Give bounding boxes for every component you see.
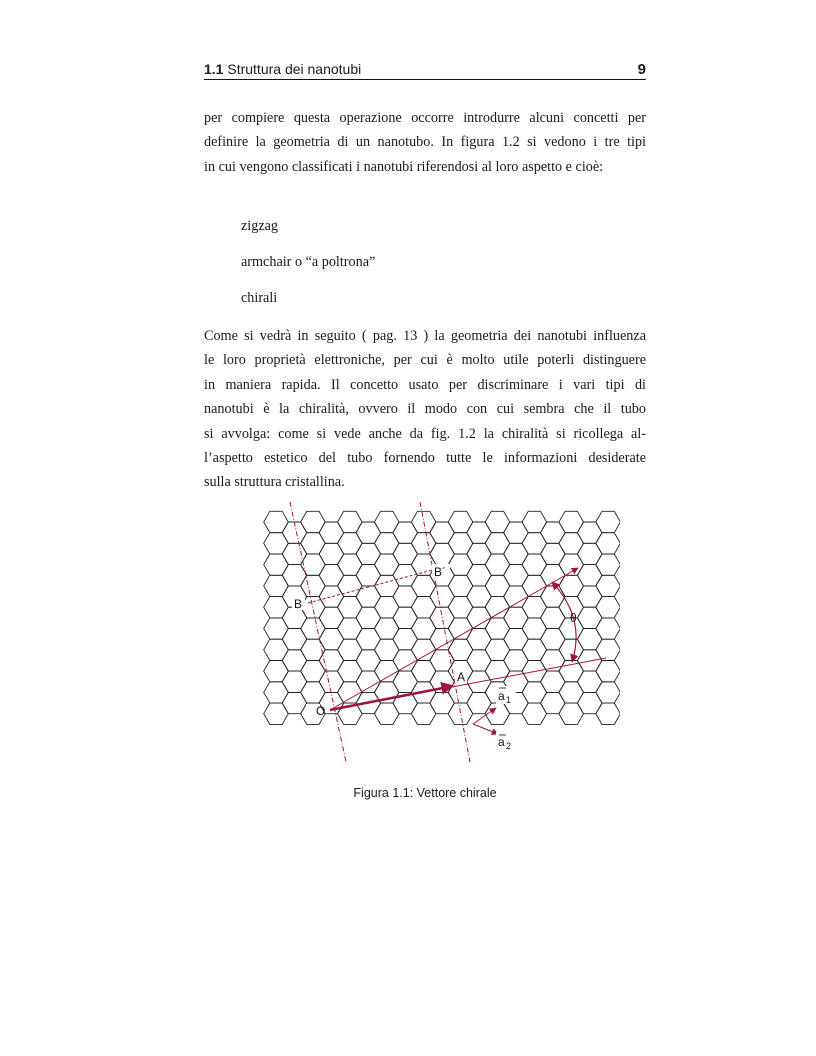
section-title: Struttura dei nanotubi bbox=[227, 61, 362, 77]
hexagon-cell bbox=[264, 639, 289, 660]
label-b-prime: B´ bbox=[434, 565, 446, 579]
hexagon-cell bbox=[448, 533, 473, 554]
hexagon-cell bbox=[577, 522, 602, 543]
hexagon-cell bbox=[485, 511, 510, 532]
hexagon-cell bbox=[374, 533, 399, 554]
hexagon-cell bbox=[448, 511, 473, 532]
hexagon-cell bbox=[411, 575, 436, 596]
hexagon-cell bbox=[504, 650, 529, 671]
hexagon-cell bbox=[393, 565, 418, 586]
hexagon-cell bbox=[559, 661, 584, 682]
hexagon-cell bbox=[319, 522, 344, 543]
hexagon-cell bbox=[319, 586, 344, 607]
hexagon-cell bbox=[467, 565, 492, 586]
hexagon-cell bbox=[577, 650, 602, 671]
text-line: definire la geometria di un nanotubo. In figura 1.2 si vedono i tre tipi bbox=[204, 134, 646, 151]
hexagon-cell bbox=[559, 533, 584, 554]
list-item: armchair o “a poltrona” bbox=[241, 254, 376, 270]
text-line: nanotubi è la chiralità, ovvero il modo con cui sembra che il tubo bbox=[204, 401, 646, 418]
section-number: 1.1 bbox=[204, 61, 224, 77]
hexagon-cell bbox=[596, 618, 620, 639]
hexagon-cell bbox=[374, 639, 399, 660]
figure-labels bbox=[292, 564, 577, 752]
hexagon-cell bbox=[282, 629, 307, 650]
hexagon-cell bbox=[356, 671, 381, 692]
chiral-vector-figure bbox=[250, 498, 620, 768]
text-line: l’aspetto estetico del tubo fornendo tutte le informazioni desiderate bbox=[204, 450, 646, 467]
hexagon-cell bbox=[374, 554, 399, 575]
label-a2: a bbox=[498, 735, 505, 749]
hexagon-cell bbox=[430, 543, 455, 564]
list-item: chirali bbox=[241, 290, 278, 306]
text-line: Come si vedrà in seguito ( pag. 13 ) la geometria dei nanotubi influenza bbox=[204, 328, 646, 344]
hexagon-cell bbox=[374, 661, 399, 682]
hexagon-cell bbox=[264, 554, 289, 575]
hexagon-cell bbox=[319, 543, 344, 564]
label-a1: a bbox=[498, 689, 505, 703]
hexagon-cell bbox=[541, 629, 566, 650]
body-paragraph bbox=[204, 324, 646, 495]
list-item: zigzag bbox=[241, 218, 279, 234]
hexagon-cell bbox=[448, 554, 473, 575]
hexagon-cell bbox=[338, 511, 363, 532]
hexagon-cell bbox=[430, 586, 455, 607]
hexagon-cell bbox=[282, 671, 307, 692]
hexagon-cell bbox=[522, 639, 547, 660]
hexagon-cell bbox=[264, 682, 289, 703]
hexagon-cell bbox=[559, 511, 584, 532]
hexagon-cell bbox=[374, 511, 399, 532]
hexagon-cell bbox=[301, 533, 326, 554]
hexagon-cell bbox=[596, 554, 620, 575]
hexagon-cell bbox=[264, 703, 289, 724]
hexagon-cell bbox=[430, 692, 455, 713]
label-theta: θ bbox=[570, 611, 577, 625]
dashed-line-left bbox=[290, 502, 346, 762]
hexagon-cell bbox=[448, 575, 473, 596]
hexagon-cell bbox=[338, 575, 363, 596]
hexagon-cell bbox=[282, 692, 307, 713]
hexagon-cell bbox=[282, 565, 307, 586]
hexagon-cell bbox=[559, 682, 584, 703]
hexagon-cell bbox=[264, 511, 289, 532]
hexagon-cell bbox=[596, 639, 620, 660]
hexagon-cell bbox=[559, 703, 584, 724]
hexagon-cell bbox=[411, 639, 436, 660]
hexagon-cell bbox=[338, 661, 363, 682]
hexagon-cell bbox=[301, 618, 326, 639]
hexagon-cell bbox=[411, 618, 436, 639]
hexagon-cell bbox=[338, 639, 363, 660]
hexagon-cell bbox=[448, 597, 473, 618]
hexagon-cell bbox=[577, 692, 602, 713]
hexagon-cell bbox=[393, 650, 418, 671]
hexagon-cell bbox=[596, 703, 620, 724]
hexagon-cell bbox=[356, 586, 381, 607]
hexagon-cell bbox=[319, 629, 344, 650]
hexagon-cell bbox=[319, 565, 344, 586]
hexagon-cell bbox=[577, 565, 602, 586]
hexagon-cell bbox=[448, 703, 473, 724]
hexagon-cell bbox=[467, 629, 492, 650]
hexagon-cell bbox=[559, 639, 584, 660]
hexagon-cell bbox=[356, 565, 381, 586]
hexagon-cell bbox=[467, 692, 492, 713]
hexagon-cell bbox=[504, 607, 529, 628]
hexagon-cell bbox=[393, 607, 418, 628]
hexagon-cell bbox=[485, 554, 510, 575]
text-line: le loro proprietà elettroniche, per cui è molto utile poterli distinguere bbox=[204, 352, 646, 369]
hexagon-cell bbox=[411, 533, 436, 554]
hexagon-cell bbox=[411, 703, 436, 724]
hexagon-cell bbox=[541, 586, 566, 607]
hexagon-cell bbox=[338, 682, 363, 703]
hexagon-cell bbox=[264, 661, 289, 682]
hexagon-cell bbox=[559, 575, 584, 596]
text-line: sulla struttura cristallina. bbox=[204, 474, 345, 491]
hexagon-cell bbox=[338, 533, 363, 554]
hexagon-cell bbox=[596, 575, 620, 596]
hexagon-cell bbox=[393, 671, 418, 692]
hexagon-cell bbox=[264, 575, 289, 596]
hexagon-cell bbox=[596, 682, 620, 703]
hexagon-cell bbox=[596, 511, 620, 532]
hexagon-cell bbox=[467, 607, 492, 628]
running-header bbox=[204, 61, 646, 79]
hexagon-cell bbox=[541, 607, 566, 628]
hexagon-cell bbox=[504, 629, 529, 650]
hexagon-cell bbox=[467, 586, 492, 607]
hexagon-cell bbox=[504, 543, 529, 564]
hexagon-cell bbox=[356, 522, 381, 543]
hexagon-cell bbox=[356, 607, 381, 628]
hexagon-cell bbox=[467, 522, 492, 543]
figure-caption: Figura 1.1: Vettore chirale bbox=[353, 786, 497, 800]
hexagon-cell bbox=[393, 522, 418, 543]
hexagon-cell bbox=[504, 565, 529, 586]
hexagon-cell bbox=[577, 671, 602, 692]
hexagon-cell bbox=[504, 522, 529, 543]
hexagon-cell bbox=[485, 703, 510, 724]
hexagon-cell bbox=[264, 597, 289, 618]
hexagon-cell bbox=[596, 597, 620, 618]
hexagon-cell bbox=[301, 511, 326, 532]
hexagon-cell bbox=[393, 629, 418, 650]
nanotube-type-list bbox=[241, 214, 541, 322]
hexagon-cell bbox=[577, 629, 602, 650]
unit-vector-a2 bbox=[473, 724, 498, 734]
label-origin: O bbox=[316, 704, 326, 718]
hexagon-cell bbox=[522, 618, 547, 639]
hexagon-cell bbox=[541, 692, 566, 713]
hexagon-cell bbox=[356, 629, 381, 650]
hexagon-cell bbox=[577, 586, 602, 607]
chiral-vector-oa bbox=[330, 686, 453, 710]
hexagon-cell bbox=[264, 533, 289, 554]
hexagon-cell bbox=[374, 618, 399, 639]
hexagon-cell bbox=[356, 650, 381, 671]
hexagon-cell bbox=[282, 650, 307, 671]
hexagon-cell bbox=[319, 607, 344, 628]
label-a2-subscript: 2 bbox=[506, 741, 512, 751]
hexagon-cell bbox=[541, 522, 566, 543]
hexagon-cell bbox=[301, 682, 326, 703]
hexagon-cell bbox=[338, 554, 363, 575]
hexagon-cell bbox=[467, 650, 492, 671]
hexagon-cell bbox=[374, 703, 399, 724]
hexagon-cell bbox=[393, 586, 418, 607]
hexagon-cell bbox=[301, 575, 326, 596]
hexagon-cell bbox=[522, 554, 547, 575]
hexagon-cell bbox=[374, 597, 399, 618]
hexagon-cell bbox=[522, 533, 547, 554]
hexagon-cell bbox=[485, 533, 510, 554]
hexagon-cell bbox=[522, 597, 547, 618]
hexagon-cell bbox=[301, 554, 326, 575]
hexagon-cell bbox=[596, 661, 620, 682]
hexagon-cell bbox=[485, 618, 510, 639]
hexagon-cell bbox=[411, 661, 436, 682]
hexagon-cell bbox=[430, 522, 455, 543]
hexagon-cell bbox=[541, 543, 566, 564]
text-line: in cui vengono classificati i nanotubi riferendosi al loro aspetto e cioè: bbox=[204, 158, 604, 175]
hexagon-cell bbox=[485, 639, 510, 660]
hexagon-cell bbox=[338, 618, 363, 639]
hexagon-cell bbox=[264, 618, 289, 639]
label-b: B bbox=[294, 597, 303, 611]
hexagon-cell bbox=[467, 543, 492, 564]
hexagon-cell bbox=[596, 533, 620, 554]
hexagon-cell bbox=[522, 703, 547, 724]
hexagon-cell bbox=[541, 671, 566, 692]
vector-overlay bbox=[290, 502, 606, 762]
hexagon-cell bbox=[319, 671, 344, 692]
hexagon-cell bbox=[577, 543, 602, 564]
hexagon-cell bbox=[356, 543, 381, 564]
text-line: in maniera rapida. Il concetto usato per discriminare i vari tipi di bbox=[204, 376, 646, 393]
hexagon-cell bbox=[411, 597, 436, 618]
header-rule bbox=[204, 79, 646, 80]
dashed-line-right bbox=[420, 502, 470, 762]
hexagon-cell bbox=[430, 629, 455, 650]
hexagon-cell bbox=[577, 607, 602, 628]
hexagon-cell bbox=[374, 575, 399, 596]
hexagon-cell bbox=[448, 618, 473, 639]
page-number: 9 bbox=[637, 61, 646, 78]
text-line: si avvolga: come si vede anche da fig. 1.2 la chiralità si ricollega al- bbox=[204, 425, 646, 442]
hexagon-cell bbox=[393, 543, 418, 564]
chiral-vector-diagram bbox=[250, 498, 620, 768]
unit-vector-a1 bbox=[473, 708, 496, 724]
hexagon-cell bbox=[485, 575, 510, 596]
hexagon-cell bbox=[301, 661, 326, 682]
hexagon-cell bbox=[338, 597, 363, 618]
hexagon-cell bbox=[448, 639, 473, 660]
label-a1-subscript: 1 bbox=[506, 695, 512, 705]
hexagon-cell bbox=[522, 511, 547, 532]
hexagon-cell bbox=[522, 682, 547, 703]
label-a: A bbox=[457, 670, 466, 684]
text-line: per compiere questa operazione occorre introdurre alcuni concetti per bbox=[204, 110, 646, 126]
intro-paragraph bbox=[204, 106, 646, 179]
